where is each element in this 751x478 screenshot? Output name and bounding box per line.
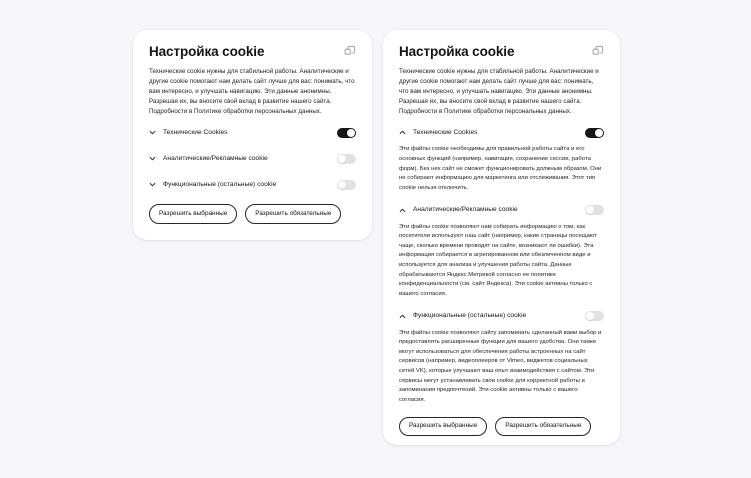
chevron-down-icon[interactable]	[149, 155, 156, 162]
allow-selected-button[interactable]: Разрешить выбранные	[399, 417, 487, 436]
dialog-intro-text: Технические cookie нужны для стабильной работы. Аналитические и другие cookie помогают нам делать сайт лучше для вас: понимать, что вам интересно, и улучшать навигацию. Эти данные анонимны. Разрешая их, вы вносите свой вклад в развитие нашего сайта. Подробности в Политике обработки персональных данных.	[399, 68, 599, 116]
cookie-section-analytics	[399, 204, 604, 300]
section-header-left	[399, 312, 526, 320]
cookie-sections-list	[149, 126, 356, 191]
chevron-up-icon[interactable]	[399, 313, 406, 320]
toggle-knob	[595, 129, 603, 137]
cookie-section-technical	[399, 126, 604, 193]
section-header[interactable]	[149, 178, 356, 191]
toggle-knob	[347, 129, 355, 137]
section-header-left	[399, 206, 518, 214]
section-header[interactable]	[149, 126, 356, 139]
dialog-intro-text: Технические cookie нужны для стабильной работы. Аналитические и другие cookie помогают нам делать сайт лучше для вас: понимать, что вам интересно, и улучшать навигацию. Эти данные анонимны. Разрешая их, вы вносите свой вклад в развитие нашего сайта. Подробности в Политике обработки персональных данных.	[149, 68, 355, 116]
section-header[interactable]	[149, 152, 356, 165]
dialog-actions	[149, 204, 356, 223]
toggle-functional-cookies[interactable]	[585, 311, 604, 322]
section-header-left	[149, 181, 276, 189]
section-body-technical	[399, 145, 604, 193]
restore-window-icon[interactable]	[592, 45, 604, 57]
section-header[interactable]	[399, 310, 604, 323]
section-body-functional	[399, 329, 604, 406]
section-body-analytics	[399, 223, 604, 300]
section-label-technical: Технические Cookies	[163, 128, 228, 136]
chevron-up-icon[interactable]	[399, 129, 406, 136]
page-title: Настройка cookie	[149, 44, 265, 59]
section-body-text: Эти файлы cookie позволяют сайту запоминать сделанный вами выбор и предоставлять расширенные функции для вашего удобства. Они также могут использоваться для обеспечения работы встроенных на сайт сервисов (например, видеоплееров от Vimeo, виджетов социальных сетей VK), которые улучшают ваш опыт взаимодействия с сайтом. Эти сервисы могут устанавливать свои cookie для корректной работы и запоминания предпочтений. Эти cookie активны только с вашего согласия.	[399, 329, 602, 403]
cookie-section-technical	[149, 126, 356, 139]
allow-required-button[interactable]: Разрешить обязательные	[495, 417, 591, 436]
chevron-up-icon[interactable]	[399, 207, 406, 214]
section-label-analytics: Аналитические/Рекламные cookie	[413, 206, 518, 214]
dialog-actions	[399, 417, 604, 436]
dialog-header	[399, 44, 604, 60]
section-label-analytics: Аналитические/Рекламные cookie	[163, 154, 268, 162]
allow-required-button[interactable]: Разрешить обязательные	[245, 204, 341, 223]
toggle-knob	[338, 155, 346, 163]
cookie-section-functional	[149, 178, 356, 191]
section-label-technical: Технические Cookies	[413, 128, 478, 136]
cookie-sections-list	[399, 126, 604, 405]
chevron-down-icon[interactable]	[149, 129, 156, 136]
section-header[interactable]	[399, 204, 604, 217]
chevron-down-icon[interactable]	[149, 181, 156, 188]
allow-selected-button[interactable]: Разрешить выбранные	[149, 204, 237, 223]
cookie-settings-dialog-collapsed	[133, 30, 372, 240]
toggle-technical-cookies[interactable]	[585, 128, 604, 139]
toggle-knob	[586, 206, 594, 214]
section-label-functional: Функциональные (остальные) cookie	[413, 312, 527, 320]
cookie-settings-dialog-expanded	[383, 30, 620, 445]
section-header-left	[399, 129, 477, 137]
cookie-section-analytics	[149, 152, 356, 165]
section-header-left	[149, 129, 227, 137]
toggle-functional-cookies[interactable]	[337, 180, 356, 191]
toggle-analytics-cookies[interactable]	[585, 205, 604, 216]
section-label-functional: Функциональные (остальные) cookie	[163, 180, 277, 188]
toggle-technical-cookies[interactable]	[337, 128, 356, 139]
toggle-analytics-cookies[interactable]	[337, 154, 356, 165]
section-header[interactable]	[399, 126, 604, 139]
toggle-knob	[586, 312, 594, 320]
page-title: Настройка cookie	[399, 44, 515, 59]
section-body-text: Эти файлы cookie позволяют нам собирать информацию о том, как посетители используют наш сайт (например, какие страницы посещают чаще, сколько времени проводят на сайте, возникают ли ошибки). Эта информация собирается в агрегированном или обезличенном виде и используется для анализа и улучшения работы сайта. Данные обрабатываются Яндекс.Метрикой согласно ее политике конфиденциальности (см. сайт Яндекса). Эти cookie активны только с вашего согласия.	[399, 223, 597, 297]
dialog-header	[149, 44, 356, 60]
restore-window-icon[interactable]	[344, 45, 356, 57]
section-body-text: Эти файлы cookie необходимы для правильной работы сайта и его основных функций (например, навигация, сохранение сессии, работа форм). Без них сайт не сможет функционировать должным образом. Они не собирают информацию для маркетинга или отслеживания. Этот тип cookie нельзя отключить.	[399, 146, 602, 191]
section-header-left	[149, 155, 268, 163]
cookie-section-functional	[399, 310, 604, 406]
toggle-knob	[338, 181, 346, 189]
